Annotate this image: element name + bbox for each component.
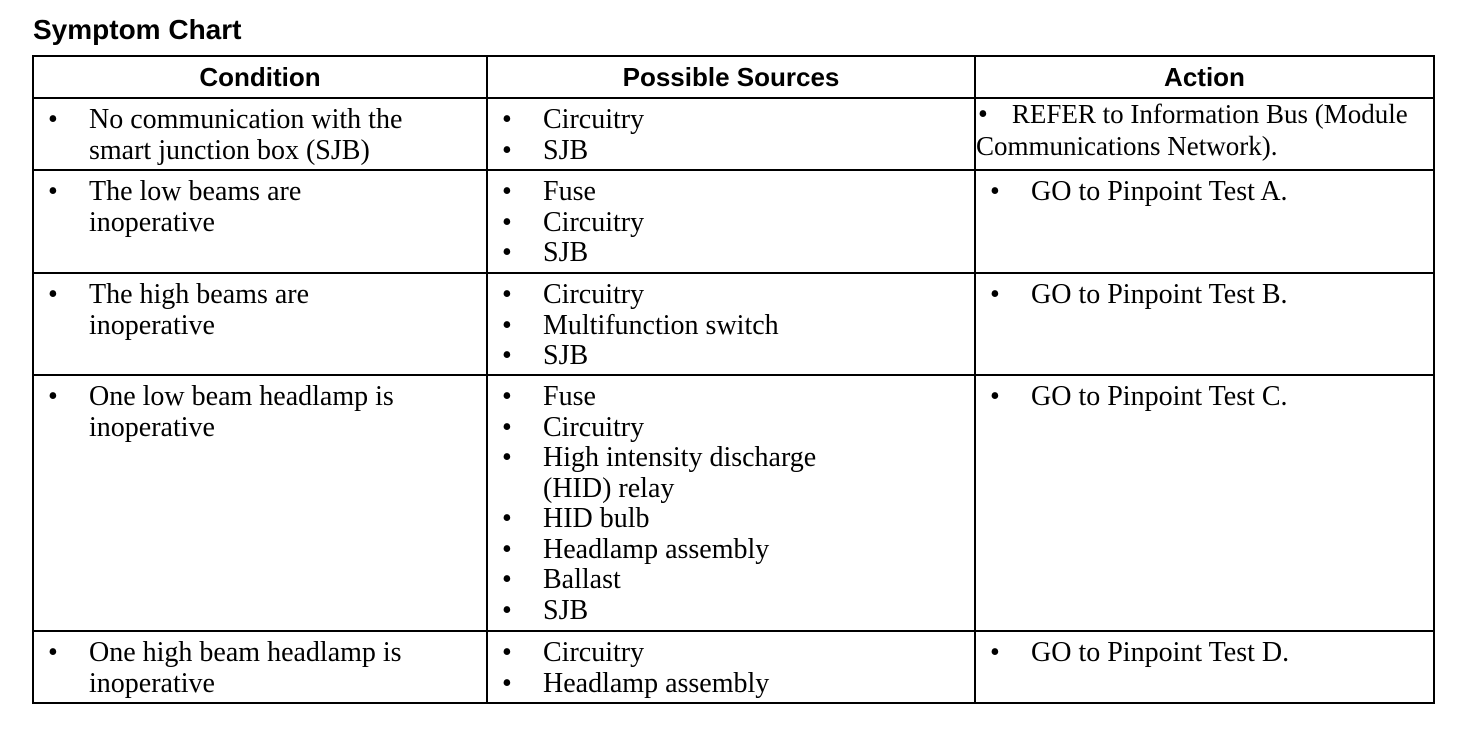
source-item: • SJB (488, 341, 974, 372)
source-item: • Ballast (488, 565, 854, 596)
action-text: • GO to Pinpoint Test C. (976, 382, 1433, 413)
action-header: Action (975, 56, 1434, 98)
action-cell (975, 375, 1434, 631)
action-cell (975, 631, 1434, 703)
source-item: • SJB (488, 238, 974, 269)
sources-cell (487, 631, 975, 703)
table-row (33, 170, 1434, 273)
condition-cell (33, 631, 487, 703)
table-row (33, 98, 1434, 170)
source-item: • Circuitry (488, 208, 974, 239)
table-header-row (33, 56, 1434, 98)
source-item: • SJB (488, 136, 974, 167)
sources-cell (487, 98, 975, 170)
action-cell (975, 273, 1434, 375)
sources-cell (487, 375, 975, 631)
source-item: • Multifunction switch (488, 311, 974, 342)
source-item: • High intensity discharge (HID) relay (488, 443, 854, 504)
condition-cell (33, 98, 487, 170)
condition-cell (33, 170, 487, 273)
action-cell (975, 98, 1434, 170)
source-item: • Headlamp assembly (488, 535, 854, 566)
table-row (33, 375, 1434, 631)
source-item: • Fuse (488, 177, 974, 208)
table-row (33, 631, 1434, 703)
possible-sources-header: Possible Sources (487, 56, 975, 98)
source-item: • Headlamp assembly (488, 669, 974, 700)
action-cell (975, 170, 1434, 273)
sources-cell (487, 170, 975, 273)
source-item: • Fuse (488, 382, 854, 413)
source-item: • Circuitry (488, 280, 974, 311)
source-item: • Circuitry (488, 105, 974, 136)
source-item: • Circuitry (488, 413, 854, 444)
sources-cell (487, 273, 975, 375)
page-title: Symptom Chart (33, 14, 242, 45)
source-item: • HID bulb (488, 504, 854, 535)
action-text: • GO to Pinpoint Test D. (976, 638, 1433, 669)
action-text (976, 99, 1433, 162)
condition-text: • The low beams are inoperative (34, 177, 386, 238)
action-text: • GO to Pinpoint Test A. (976, 177, 1433, 208)
action-refer-text: REFER to Information Bus (Module Communications Network). (976, 99, 1408, 161)
condition-text: • The high beams are inoperative (34, 280, 386, 341)
action-text: • GO to Pinpoint Test B. (976, 280, 1433, 311)
condition-text: • One high beam headlamp is inoperative (34, 638, 476, 699)
source-item: • Circuitry (488, 638, 974, 669)
condition-text: • No communication with the smart junction box (SJB) (34, 105, 446, 166)
condition-cell (33, 375, 487, 631)
condition-header: Condition (33, 56, 487, 98)
symptom-chart-table (32, 55, 1435, 704)
bullet-icon: • (978, 99, 988, 130)
condition-cell (33, 273, 487, 375)
table-row (33, 273, 1434, 375)
condition-text: • One low beam headlamp is inoperative (34, 382, 476, 443)
source-item: • SJB (488, 596, 854, 627)
